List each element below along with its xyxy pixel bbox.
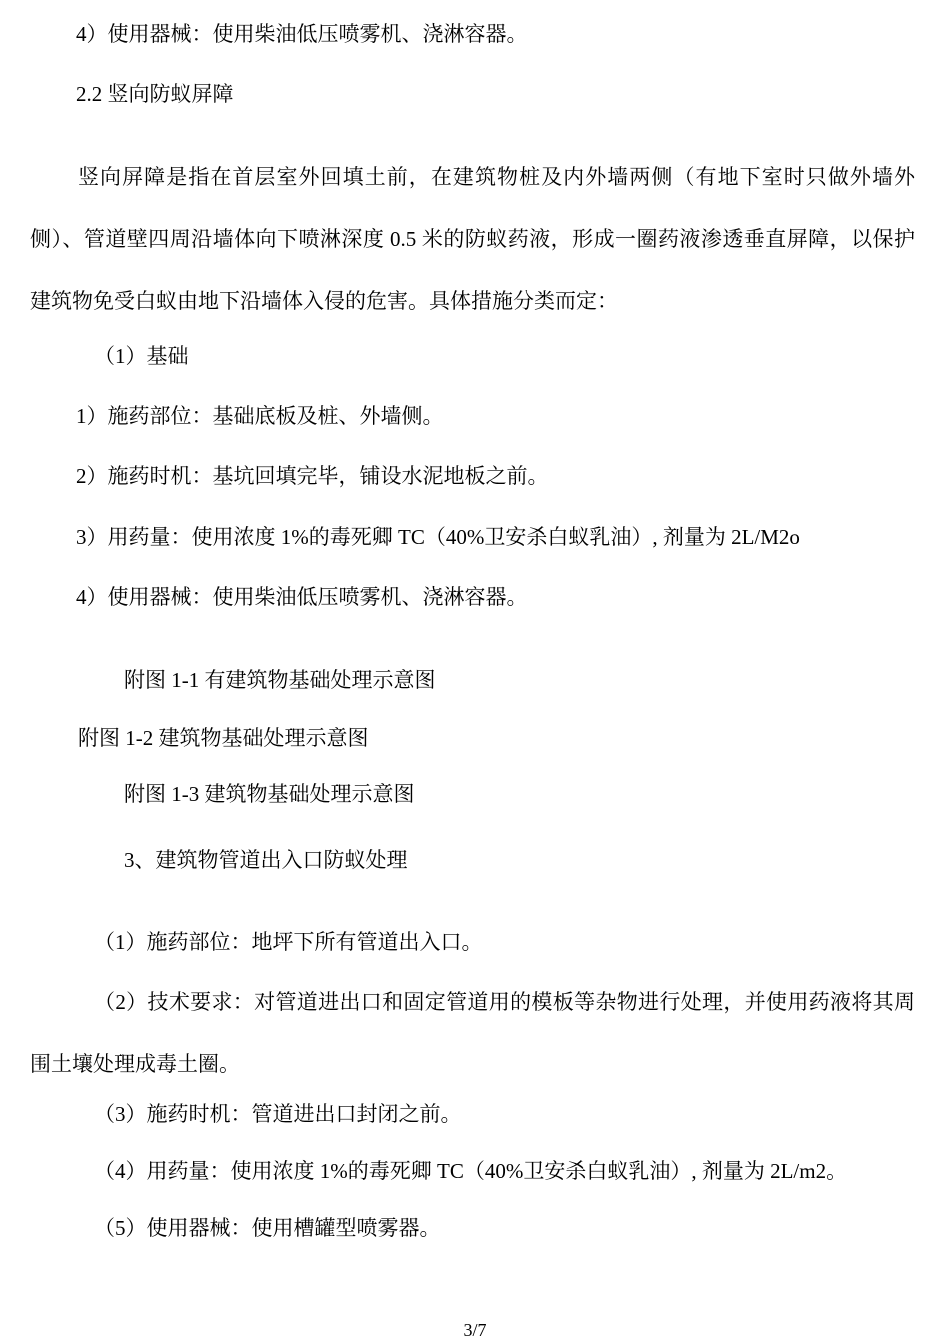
list-item-location: 1）施药部位：基础底板及桩、外墙侧。 xyxy=(76,404,444,428)
list-item-timing: 2）施药时机：基坑回填完毕，铺设水泥地板之前。 xyxy=(76,464,549,488)
paragraph-vertical-barrier: 竖向屏障是指在首层室外回填土前，在建筑物桩及内外墙两侧（有地下室时只做外墙外侧）、管道壁四周沿墙体向下喷淋深度 0.5 米的防蚁药液，形成一圈药液渗透垂直屏障，以保护建筑物免受白蚁由地下沿墙体入侵的危害。具体措施分类而定： xyxy=(30,165,915,313)
pipe-item-location: （1）施药部位：地坪下所有管道出入口。 xyxy=(94,930,483,954)
figure-caption-1-3: 附图 1-3 建筑物基础处理示意图 xyxy=(124,782,415,806)
figure-caption-1-2: 附图 1-2 建筑物基础处理示意图 xyxy=(78,726,369,750)
section-heading-2-2: 2.2 竖向防蚁屏障 xyxy=(76,82,234,106)
figure-caption-1-1: 附图 1-1 有建筑物基础处理示意图 xyxy=(124,668,436,692)
page-number: 3/7 xyxy=(463,1320,487,1340)
list-item-equipment-top: 4）使用器械：使用柴油低压喷雾机、浇淋容器。 xyxy=(76,22,528,46)
pipe-item-requirements: （2）技术要求：对管道进出口和固定管道用的模板等杂物进行处理，并使用药液将其周围土壤处理成毒土圈。 xyxy=(30,990,915,1076)
subheading-foundation: （1）基础 xyxy=(94,344,189,368)
list-item-dosage: 3）用药量：使用浓度 1%的毒死卿 TC（40%卫安杀白蚁乳油）, 剂量为 2L/M2o xyxy=(76,525,800,549)
pipe-item-dosage: （4）用药量：使用浓度 1%的毒死卿 TC（40%卫安杀白蚁乳油）, 剂量为 2L/m2。 xyxy=(94,1159,848,1183)
pipe-item-equipment: （5）使用器械：使用槽罐型喷雾器。 xyxy=(94,1216,441,1240)
list-item-equipment: 4）使用器械：使用柴油低压喷雾机、浇淋容器。 xyxy=(76,585,528,609)
pipe-item-timing: （3）施药时机：管道进出口封闭之前。 xyxy=(94,1102,462,1126)
section-heading-3: 3、建筑物管道出入口防蚁处理 xyxy=(124,848,408,872)
